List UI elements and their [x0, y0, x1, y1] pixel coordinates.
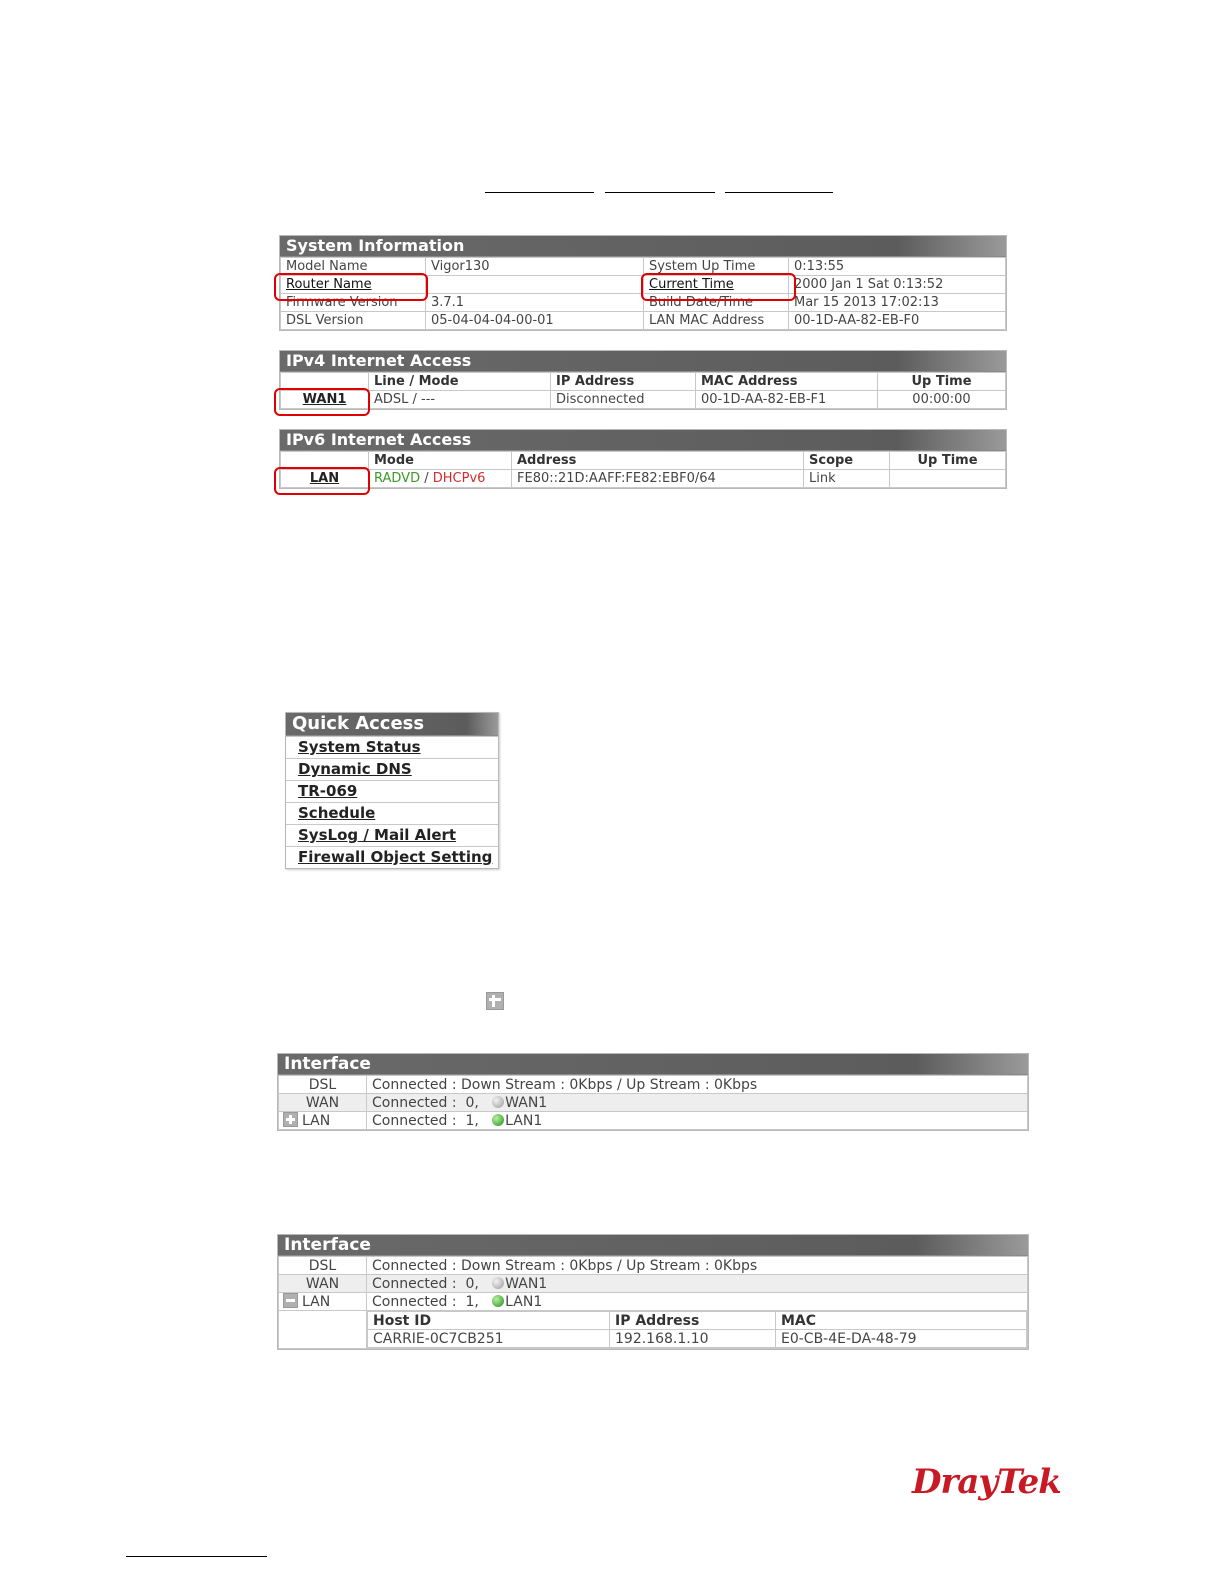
table-row	[281, 470, 1006, 488]
system-up-time-label: System Up Time	[644, 258, 789, 276]
interface-dsl-name: DSL	[279, 1257, 367, 1275]
header-link-underline-3	[725, 192, 833, 193]
table-row	[281, 391, 1006, 409]
router-name-link[interactable]: Router Name	[286, 277, 372, 292]
quick-access-schedule[interactable]: Schedule	[286, 802, 498, 824]
table-row	[279, 1275, 1028, 1293]
interface-dsl-status: Connected : Down Stream : 0Kbps / Up Stream : 0Kbps	[367, 1076, 1028, 1094]
host-ip: 192.168.1.10	[610, 1330, 776, 1348]
current-time-value: 2000 Jan 1 Sat 0:13:52	[789, 276, 1006, 294]
interface-panel-collapsed	[277, 1053, 1029, 1131]
current-time-link[interactable]: Current Time	[649, 277, 734, 292]
dhcpv6-mode: DHCPv6	[432, 471, 486, 486]
wan1-ip-status: Disconnected	[551, 391, 696, 409]
quick-access-dynamic-dns[interactable]: Dynamic DNS	[286, 758, 498, 780]
firmware-version-value: 3.7.1	[426, 294, 644, 312]
ipv6-header-mode: Mode	[369, 452, 512, 470]
table-row	[279, 1293, 1028, 1311]
build-date-value: Mar 15 2013 17:02:13	[789, 294, 1006, 312]
table-row	[281, 312, 1006, 330]
interface-table-2	[278, 1256, 1028, 1349]
footer-link-underline	[126, 1556, 267, 1557]
quick-access-panel	[285, 712, 499, 869]
lan-ipv6-address: FE80::21D:AAFF:FE82:EBF0/64	[512, 470, 804, 488]
ipv4-header-line-mode: Line / Mode	[369, 373, 551, 391]
header-link-underline-2	[605, 192, 715, 193]
quick-access-title: Quick Access	[286, 713, 498, 736]
current-time-highlight	[641, 273, 796, 301]
model-name-label: Model Name	[281, 258, 426, 276]
mode-separator: /	[420, 471, 433, 486]
lan-status-icon	[492, 1114, 504, 1126]
lan-ipv6-uptime	[890, 470, 1006, 488]
ipv4-header-uptime: Up Time	[878, 373, 1006, 391]
quick-access-system-status[interactable]: System Status	[286, 736, 498, 758]
ipv4-title: IPv4 Internet Access	[280, 351, 1006, 372]
wan-status-icon	[492, 1277, 504, 1289]
table-row	[368, 1330, 1027, 1348]
interface-title-2: Interface	[278, 1235, 1028, 1256]
model-name-value: Vigor130	[426, 258, 644, 276]
header-link-underline-1	[485, 192, 594, 193]
wan1-uptime: 00:00:00	[878, 391, 1006, 409]
interface-wan-name: WAN	[279, 1094, 367, 1112]
ipv4-header-ip: IP Address	[551, 373, 696, 391]
hosts-cell	[367, 1311, 1028, 1349]
ipv6-internet-access-panel	[279, 429, 1007, 489]
wan1-line-mode: ADSL / ---	[369, 391, 551, 409]
table-header-row	[281, 373, 1006, 391]
ipv6-header-address: Address	[512, 452, 804, 470]
dsl-version-value: 05-04-04-04-00-01	[426, 312, 644, 330]
table-row	[279, 1094, 1028, 1112]
lan-link[interactable]: LAN	[309, 471, 340, 486]
table-row	[279, 1076, 1028, 1094]
dsl-version-label: DSL Version	[281, 312, 426, 330]
wan-status-icon	[492, 1096, 504, 1108]
ipv4-header-mac: MAC Address	[696, 373, 878, 391]
ipv6-table	[280, 451, 1006, 488]
radvd-mode: RADVD	[374, 471, 421, 486]
hosts-spacer	[279, 1311, 367, 1349]
interface-wan-name: WAN	[279, 1275, 367, 1293]
interface-wan-status-cell: Connected : 0, WAN1	[367, 1275, 1028, 1293]
host-mac-header: MAC	[776, 1312, 1027, 1330]
interface-table	[278, 1075, 1028, 1130]
wan1-link[interactable]: WAN1	[302, 392, 347, 407]
plus-icon	[486, 992, 508, 1012]
interface-dsl-status: Connected : Down Stream : 0Kbps / Up Stream : 0Kbps	[367, 1257, 1028, 1275]
system-information-title: System Information	[280, 236, 1006, 257]
ipv6-title: IPv6 Internet Access	[280, 430, 1006, 451]
lan-status-icon	[492, 1295, 504, 1307]
quick-access-firewall-object[interactable]: Firewall Object Setting	[286, 846, 498, 868]
host-id-header: Host ID	[368, 1312, 610, 1330]
quick-access-syslog[interactable]: SysLog / Mail Alert	[286, 824, 498, 846]
interface-lan-status-cell: Connected : 1, LAN1	[367, 1293, 1028, 1311]
collapse-lan-icon[interactable]	[283, 1293, 298, 1308]
interface-lan-status-cell: Connected : 1, LAN1	[367, 1112, 1028, 1130]
host-id: CARRIE-0C7CB251	[368, 1330, 610, 1348]
draytek-logo: DrayTek	[912, 1462, 1061, 1502]
system-up-time-value: 0:13:55	[789, 258, 1006, 276]
router-name-highlight	[274, 273, 428, 301]
expand-lan-icon[interactable]	[283, 1112, 298, 1127]
interface-title: Interface	[278, 1054, 1028, 1075]
lan-highlight	[274, 467, 370, 495]
wan1-mac: 00-1D-AA-82-EB-F1	[696, 391, 878, 409]
wan1-highlight	[274, 388, 370, 416]
interface-lan-name-cell: LAN	[279, 1293, 367, 1311]
interface-panel-expanded	[277, 1234, 1029, 1350]
interface-dsl-name: DSL	[279, 1076, 367, 1094]
lan-mac-label: LAN MAC Address	[644, 312, 789, 330]
ipv6-header-uptime: Up Time	[890, 452, 1006, 470]
ipv6-header-scope: Scope	[804, 452, 890, 470]
router-name-value	[426, 276, 644, 294]
host-mac: E0-CB-4E-DA-48-79	[776, 1330, 1027, 1348]
interface-wan-status-cell: Connected : 0, WAN1	[367, 1094, 1028, 1112]
table-header-row	[281, 452, 1006, 470]
table-row	[279, 1257, 1028, 1275]
quick-access-tr069[interactable]: TR-069	[286, 780, 498, 802]
table-header-row	[368, 1312, 1027, 1330]
ipv4-table	[280, 372, 1006, 409]
table-row	[279, 1112, 1028, 1130]
hosts-row	[279, 1311, 1028, 1349]
lan-mode	[369, 470, 512, 488]
lan-scope: Link	[804, 470, 890, 488]
host-ip-header: IP Address	[610, 1312, 776, 1330]
lan-mac-value: 00-1D-AA-82-EB-F0	[789, 312, 1006, 330]
ipv4-internet-access-panel	[279, 350, 1007, 410]
interface-lan-name-cell: LAN	[279, 1112, 367, 1130]
firmware-version-label: Firmware Version	[281, 294, 426, 312]
hosts-table	[367, 1311, 1027, 1348]
build-date-label: Build Date/Time	[644, 294, 789, 312]
